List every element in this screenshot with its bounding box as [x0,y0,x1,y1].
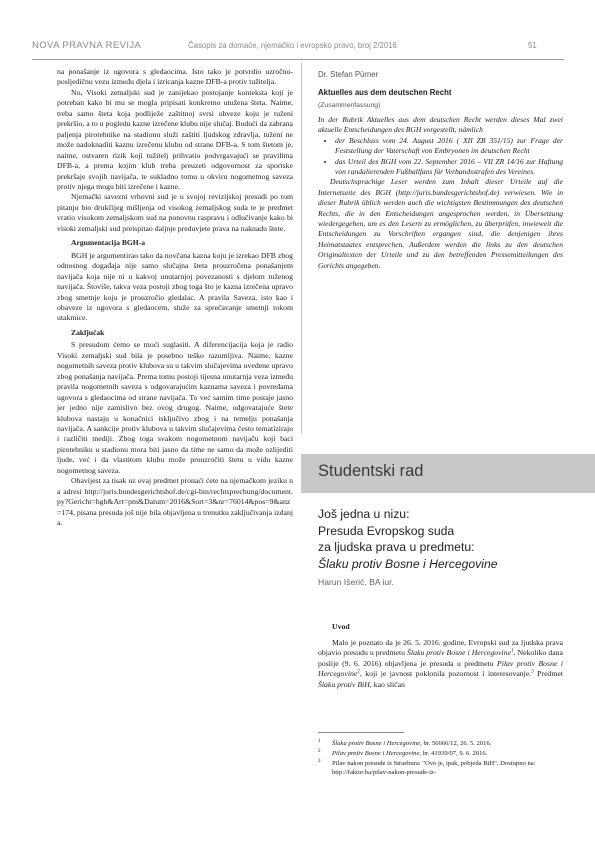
paragraph-2: No, Visoki zemaljski sud je zanijekao postojanje konteksta koji je potreban kako bi mu se mogla pripisati konkretno utužena šteta. Naime, treba samo šteta koja podliježe zaštitnoj svrsi obveze koju je tuženi prekršio, a to u pogledu kazne izrečene klubu nije slučaj. Budući da zabrana paljenja pirotehnike na stadionu služi zaštiti ljudskog zdravlja, tuženi ne može nadoknaditi kaznu izrečenu klubu od strane DFB-a. S tom štetom je, naime, ostvaren rizik koji tužitelj prihvatio podvrgavajući se pravilima DFB-a, a prema kojim klub treba preuzeti odgovornost za sportske prekršaje svojih navijača, te sukladno tomu u okviru nogometnog saveza protiv njega mogu biti izrečene i kazne. [57,87,293,191]
text-run: , koji je javnost poklonila pozornost i interesovanje. [359,669,532,679]
summary-intro: In der Rubrik Aktuelles aus dem deutschen Recht werden dieses Mal zwei aktuelle Entscheidungen des BGH vorgestellt, nämlich [318,115,563,135]
footnote [318,739,563,749]
page-number: 51 [528,41,537,50]
case-name: Šlaku protiv Bosne i Hercegovine [407,648,512,658]
footnote-rule [318,732,404,733]
column-divider [301,63,302,433]
footnote-number: 2 [318,748,321,754]
article-title-line: za ljudska prava u predmetu: [318,540,475,555]
footnote [318,759,563,779]
footnote [318,749,563,759]
summary-bullet: • das Urteil des BGH vom 22. September 2016 – VII ZR 14/16 zur Haftung von randalierenden Fußballfans für Verbandsstrafen des Vereines. [335,157,563,178]
article-title-line: Šlaku protiv Bosne i Hercegovine [318,556,498,571]
text-run: Malo je poznato da je 26. 5. 2016. godine, Evropski sud za ljudska prava objavio presudu u predmetu [318,638,563,658]
paragraph-6: Obavijest za tisak uz ovaj predmet pronaći ćete na njemačkom jeziku na adresi http://juris.bundesgerichtshof.de/cgi-bin/rechtsprechung/document.py?Gericht=bgh&Art=pm&Datum=2016&Sort=3&nr=76014&pos=9&anz=174, pisana presuda još nije bila objavljena u trenutku zaključivanja izdanja. [57,476,293,528]
journal-subtitle: Časopis za domaće, njemačko i evropsko pravo, broj 2/2016 [188,41,397,50]
summary-body [318,115,563,271]
article-title-line: Još jedna u nizu: [318,507,410,521]
article-author: Harun Išerić, BA iur. [318,577,394,587]
text-run: Predmet [533,669,563,679]
footnote-ref: 2 [357,669,360,675]
footnote-text: , br. 41939/07, 9. 6. 2016. [419,749,488,757]
footnote-ref: 3 [531,669,534,675]
footnote-number: 1 [318,739,321,744]
footnotes [318,739,563,778]
footnote-ref: 1 [511,648,514,654]
case-name: Pilav protiv Bosne i Hercegovine [318,658,563,679]
heading-zakljucak: Zaključak [71,327,105,337]
section-label: Studentski rad [318,462,424,480]
article-title [318,506,563,572]
footnote-case: Šlaku protiv Bosne i Hercegovine [332,740,421,747]
left-column [57,67,293,528]
footnote-number: 3 [318,758,321,764]
header-rule [32,59,564,60]
summary-bullet: • der Beschluss vom 24. August 2016 ( XII ZB 351/15) zur Frage der Feststellung der Vaterschaft von Embryonen im deutschen Recht [335,136,563,157]
journal-title: NOVA PRAVNA REVIJA [32,40,142,51]
footnote-case: Pilav protiv Bosne i Hercegovine [332,749,420,757]
article-heading: Uvod [332,622,350,631]
summary-label: (Zusammenfassung) [318,102,381,109]
paragraph-3: Njemački savezni vrhovni sud je u svojoj revizijskoj presudi po tom pitanju bio drukčijeg mišljenja od visokog zemaljskog suda te je predmet vratio visokom zemaljskom sud na ponovnu raspravu i odlučivanje kako bi visoki zemaljski sud preispitao daljnje preduvjete prava na naknadu štete. [57,192,293,233]
paragraph-4: BGH je argumentirao tako da novčana kazna koju je izrekao DFB zbog odnosnog događaja nije samo slučajna šteta prouzročena ponašanjem navijača koja nije ni u kakvoj unutarnjoj povezanosti s djelom tuženog navijača. Štoviše, takva veza postoji zbog toga što je kazna izrečena upravo zbog smetnje koju je prouzročio gledalac. A pravila Saveza, isto kao i obaveze iz ugovora s gledaocem, služe za sprečavanje smetnji tokom utakmice. [57,250,293,323]
article-title-line: Presuda Evropskog suda [318,523,455,538]
article-body [318,638,563,690]
article-paragraph [318,638,563,690]
footnote-text: Pilav nakon presude iz Strazbura: "Ovo je, ipak, pobjeda BiH". Dostupno na: http://faktor.ba/pilav-nakon-presude-iz- [332,759,536,777]
text-run: , kao sličan [369,679,405,689]
summary-title: Aktuelles aus dem deutschen Recht [318,88,452,97]
footnote-text: , br. 56666/12, 26. 5. 2016. [420,740,492,747]
summary-outro: Deutschsprachige Leser werden zum Inhalt dieser Urteile auf die Internetseite des BGH (http://juris.bundesgerichtshof.de) verwiesen. Wie in dieser Rubrik üblich werden auch die wichtigsten Bestimmungen des deutschen Rechts, die in den Entscheidungen angesprochen werden, in Übersetzung wiedergegeben, um es den Lesern zu ermöglichen, zu überprüfen, inwieweit die Entscheidungen zu Vorschriften ergangen sind, die denjenigen ihres Heimatstaates entsprechen. Außerdem werden die links zu den deutschen Originaltexten der Urteile und zu den betreffenden Pressemitteilungen des Gerichts angegeben. [318,177,563,270]
case-name: Šlaku protiv BiH [318,679,370,689]
paragraph-5: S presudom ćemo se moći suglasiti. A diferencijacija koja je radio Visoki zemaljski sud bila je posebno teško razumljiva. Naime, kazne nogometnih saveza protiv klubova su u takvim slučajevima uvedene upravo zbog ponašanja navijača. Prema tomu postoji tijesna unutarnja veza između pravila nogometnih saveza s odgovarajućim kaznama saveza i povređama ugovora s gledaocima od strane navijača. To već samim time postaje jasno jer jedno nije zamislivo bez ovog drugog. Naime, odgovarajuće štete klubova nastaju u konačnici isključivo zbog i na temelju ponašanja navijača. A sankcije protiv klubova u takvim slučajevima često tematiziraju i različiti mediji. Zbog toga svakom nogometnom navijaču koji baci pirotehniku u stadionu mora biti jasno da time ne samo da može ozlijediti ljude, već i da vlastitom klubu može prouzročiti štetu u vidu kazne nogometnog saveza. [57,340,293,475]
summary-list [318,136,563,178]
heading-argumentacija: Argumentacija BGH-a [71,238,146,248]
paragraph-1: na ponašanje iz ugovora s gledaocima. Isto tako je potvrdio uzročno-posljedičnu vezu između djela i izricanja kazne DFB-a protiv tužitelja. [57,67,293,87]
summary-author: Dr. Stefan Pürner [318,70,379,79]
text-run: . Nekoliko dana poslije (9. 6. 2016) objavljena je presuda u predmetu [318,648,563,668]
